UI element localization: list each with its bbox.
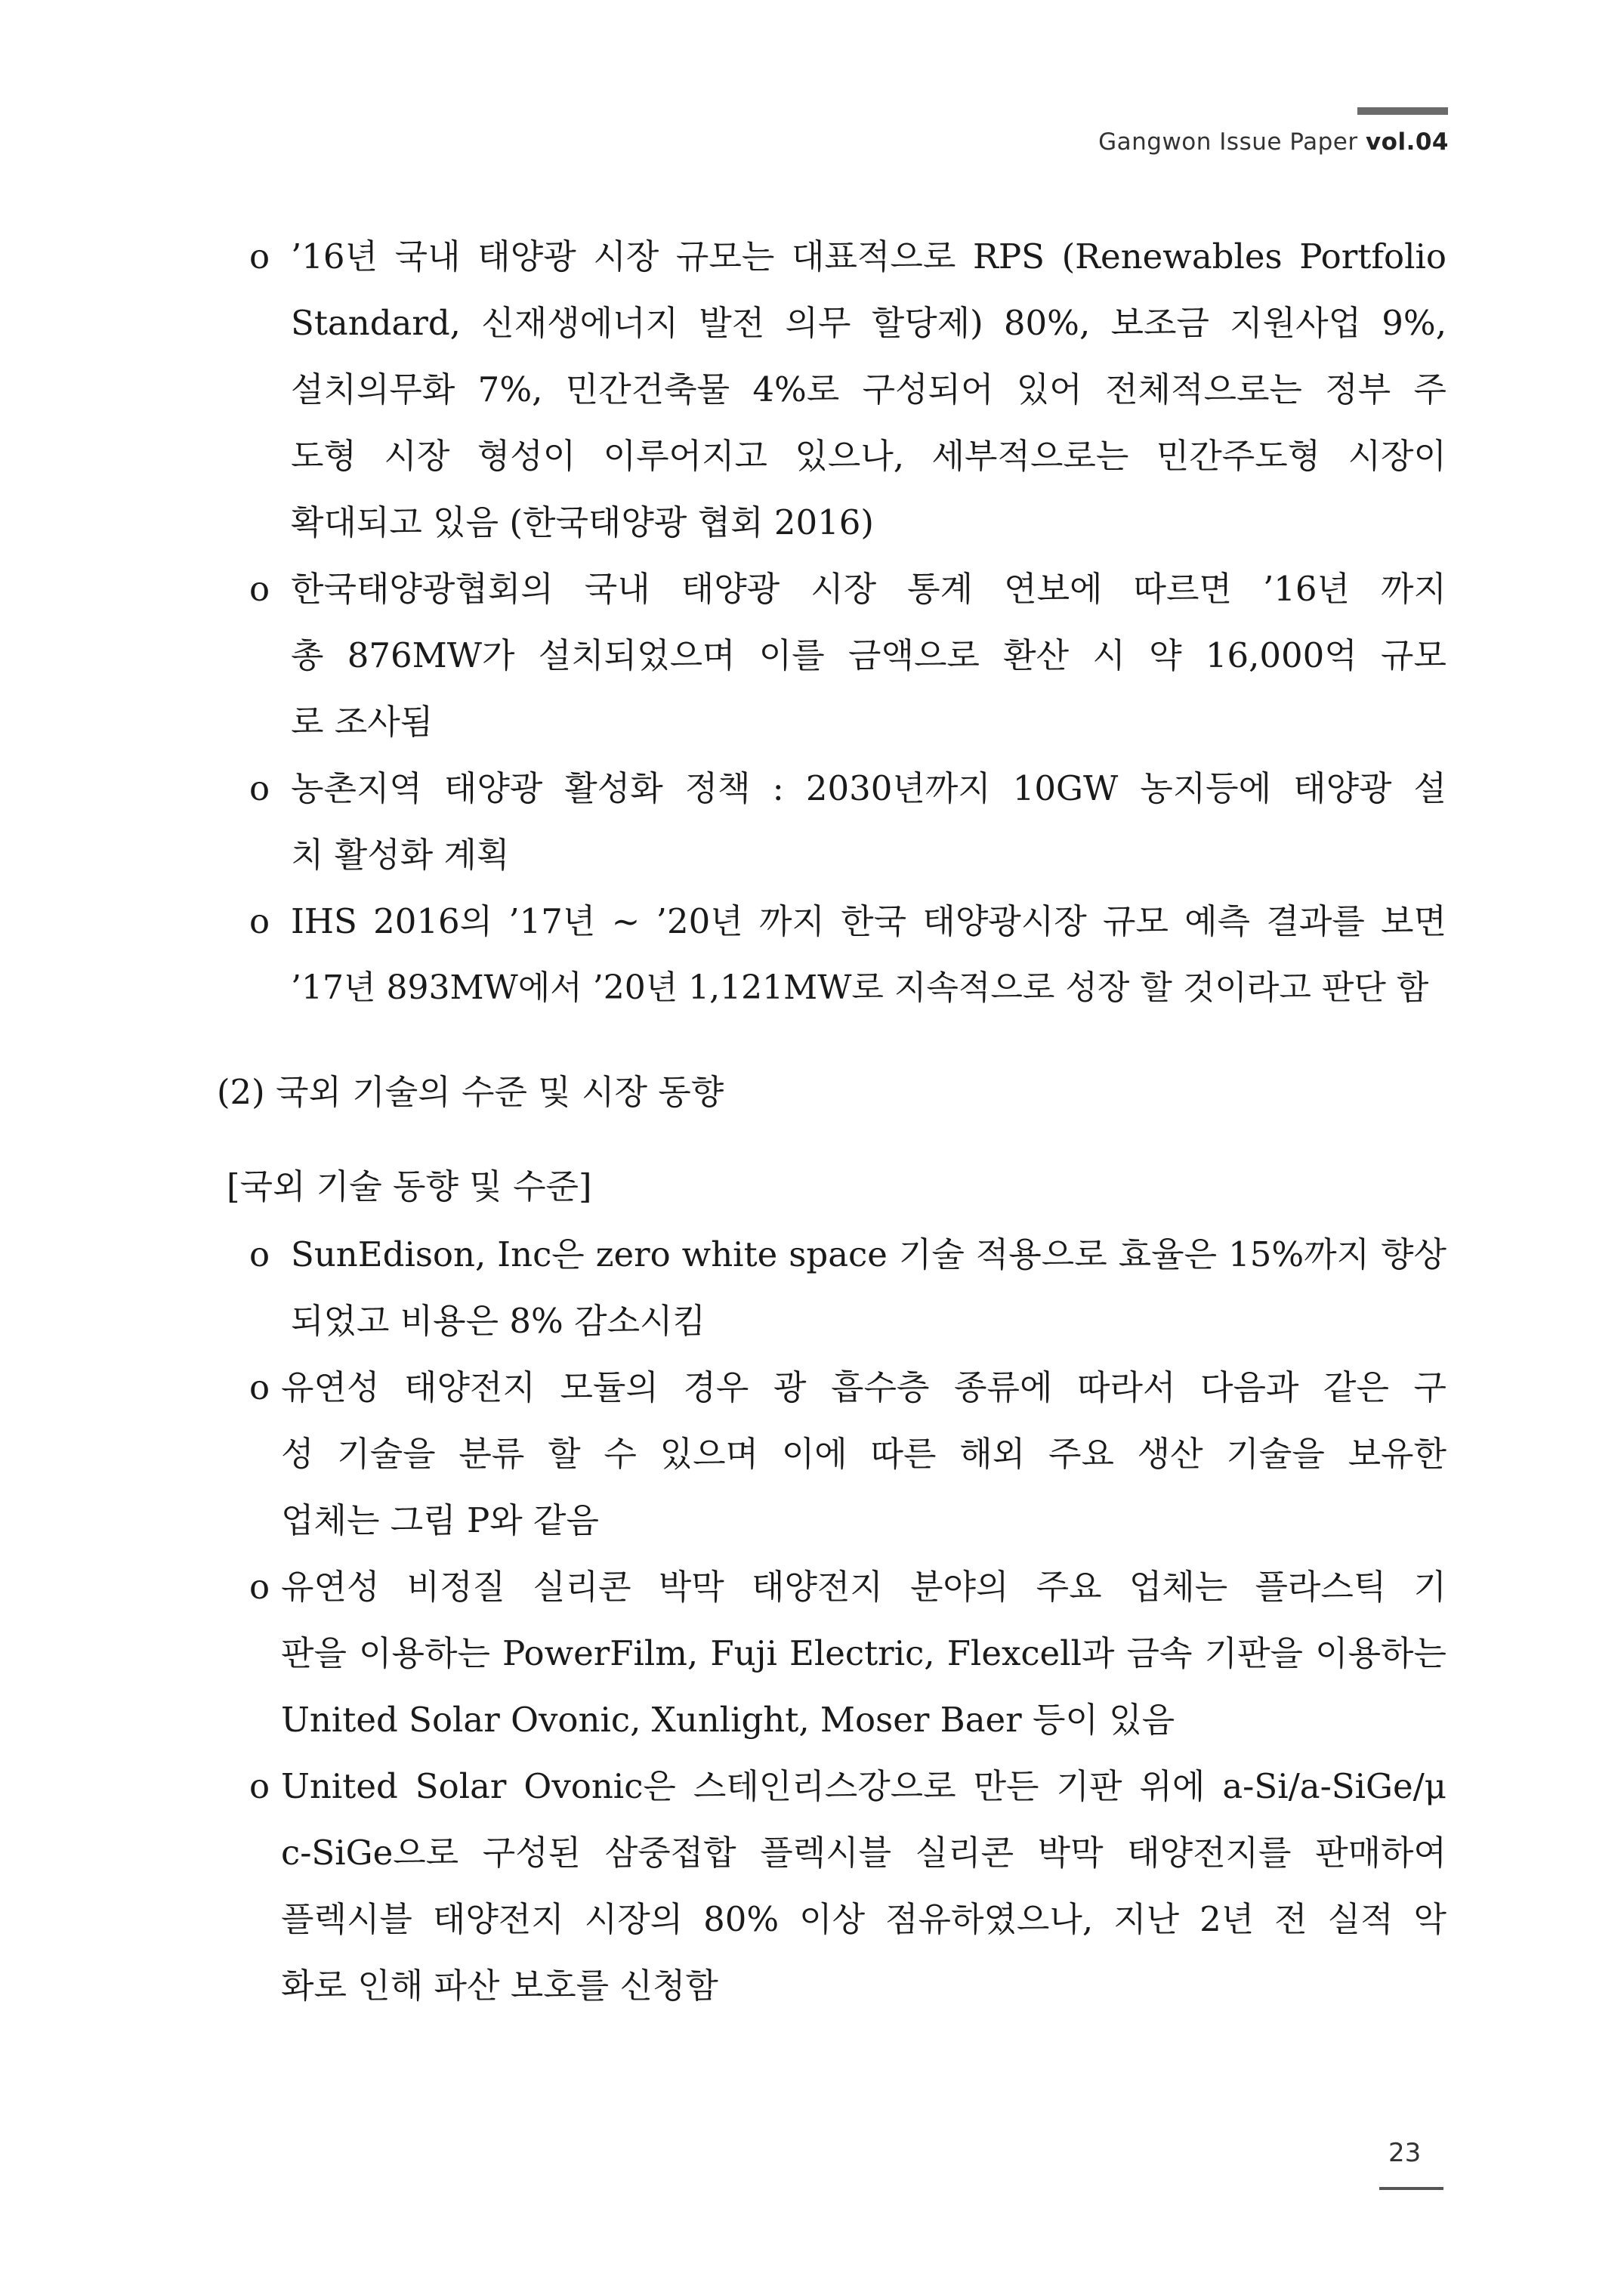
bullet-item-rps-market xyxy=(249,224,1446,556)
paragraph-line: United Solar Ovonic은 스테인리스강으로 만든 기판 위에 a-Si/a-SiGe/μ xyxy=(281,1766,1446,1806)
bullet-marker: o xyxy=(249,1234,270,1274)
running-header xyxy=(1098,128,1449,156)
header-volume: vol.04 xyxy=(1365,128,1449,156)
paragraph-line: 농촌지역 태양광 활성화 정책 : 2030년까지 10GW 농지등에 태양광 설 xyxy=(291,768,1446,808)
subsection-heading: [국외 기술 동향 및 수준] xyxy=(227,1166,592,1206)
paragraph-line: 화로 인해 파산 보호를 신청함 xyxy=(281,1966,718,2006)
bullet-marker: o xyxy=(249,1766,270,1806)
paragraph-line: 성 기술을 분류 할 수 있으며 이에 따른 해외 주요 생산 기술을 보유한 xyxy=(281,1434,1446,1474)
footer-rule xyxy=(1379,2187,1443,2190)
paragraph-line: 로 조사됨 xyxy=(291,702,434,742)
bullet-item-sunedison xyxy=(249,1222,1446,1354)
paragraph-line: United Solar Ovonic, Xunlight, Moser Baer 등이 있음 xyxy=(281,1700,1175,1740)
paragraph-line: 총 876MW가 설치되었으며 이를 금액으로 환산 시 약 16,000억 규모 xyxy=(291,635,1446,675)
paragraph-line: SunEdison, Inc은 zero white space 기술 적용으로 효율은 15%까지 향상 xyxy=(291,1234,1446,1274)
header-accent-bar xyxy=(1357,107,1448,115)
paragraph-line: 한국태양광협회의 국내 태양광 시장 통계 연보에 따르면 ’16년 까지 xyxy=(291,569,1446,609)
bullet-marker: o xyxy=(249,569,270,609)
bullet-item-amorphous-silicon xyxy=(249,1554,1446,1753)
bullet-marker: o xyxy=(249,1567,270,1607)
paragraph-line: 되었고 비용은 8% 감소시킴 xyxy=(291,1301,706,1341)
paragraph-line: 치 활성화 계획 xyxy=(291,835,510,875)
paragraph-line: c-SiGe으로 구성된 삼중접합 플렉시블 실리콘 박막 태양전지를 판매하여 xyxy=(281,1833,1446,1873)
bullet-marker: o xyxy=(249,768,270,808)
paragraph-line: Standard, 신재생에너지 발전 의무 할당제) 80%, 보조금 지원사업 9%, xyxy=(291,303,1446,343)
paragraph-line: ’16년 국내 태양광 시장 규모는 대표적으로 RPS (Renewables Portfolio xyxy=(291,236,1446,276)
bullet-item-rural-policy xyxy=(249,755,1446,888)
paragraph-line: ’17년 893MW에서 ’20년 1,121MW로 지속적으로 성장 할 것이라고 판단 함 xyxy=(291,968,1429,1007)
paragraph-line: 업체는 그림 P와 같음 xyxy=(281,1500,599,1540)
paragraph-line: 확대되고 있음 (한국태양광 협회 2016) xyxy=(291,502,874,542)
header-title: Gangwon Issue Paper xyxy=(1098,128,1358,156)
bullet-marker: o xyxy=(249,1367,270,1407)
paragraph-line: 도형 시장 형성이 이루어지고 있으나, 세부적으로는 민간주도형 시장이 xyxy=(291,436,1446,476)
bullet-marker: o xyxy=(249,901,270,941)
paragraph-line: 유연성 태양전지 모듈의 경우 광 흡수층 종류에 따라서 다음과 같은 구 xyxy=(281,1367,1446,1407)
page-number: 23 xyxy=(1388,2138,1422,2168)
section-heading: (2) 국외 기술의 수준 및 시장 동향 xyxy=(217,1072,724,1112)
bullet-item-installed-capacity xyxy=(249,556,1446,755)
paragraph-line: 플렉시블 태양전지 시장의 80% 이상 점유하였으나, 지난 2년 전 실적 악 xyxy=(281,1899,1446,1939)
paragraph-line: 설치의무화 7%, 민간건축물 4%로 구성되어 있어 전체적으로는 정부 주 xyxy=(291,369,1446,409)
paragraph-line: 판을 이용하는 PowerFilm, Fuji Electric, Flexcell과 금속 기판을 이용하는 xyxy=(281,1633,1446,1673)
bullet-item-united-solar xyxy=(249,1753,1446,2019)
paragraph-line: 유연성 비정질 실리콘 박막 태양전지 분야의 주요 업체는 플라스틱 기 xyxy=(281,1567,1446,1607)
paragraph-line: IHS 2016의 ’17년 ~ ’20년 까지 한국 태양광시장 규모 예측 결과를 보면 xyxy=(291,901,1446,941)
bullet-item-flexible-module xyxy=(249,1354,1446,1554)
bullet-marker: o xyxy=(249,236,270,276)
bullet-item-ihs-forecast xyxy=(249,888,1446,1021)
